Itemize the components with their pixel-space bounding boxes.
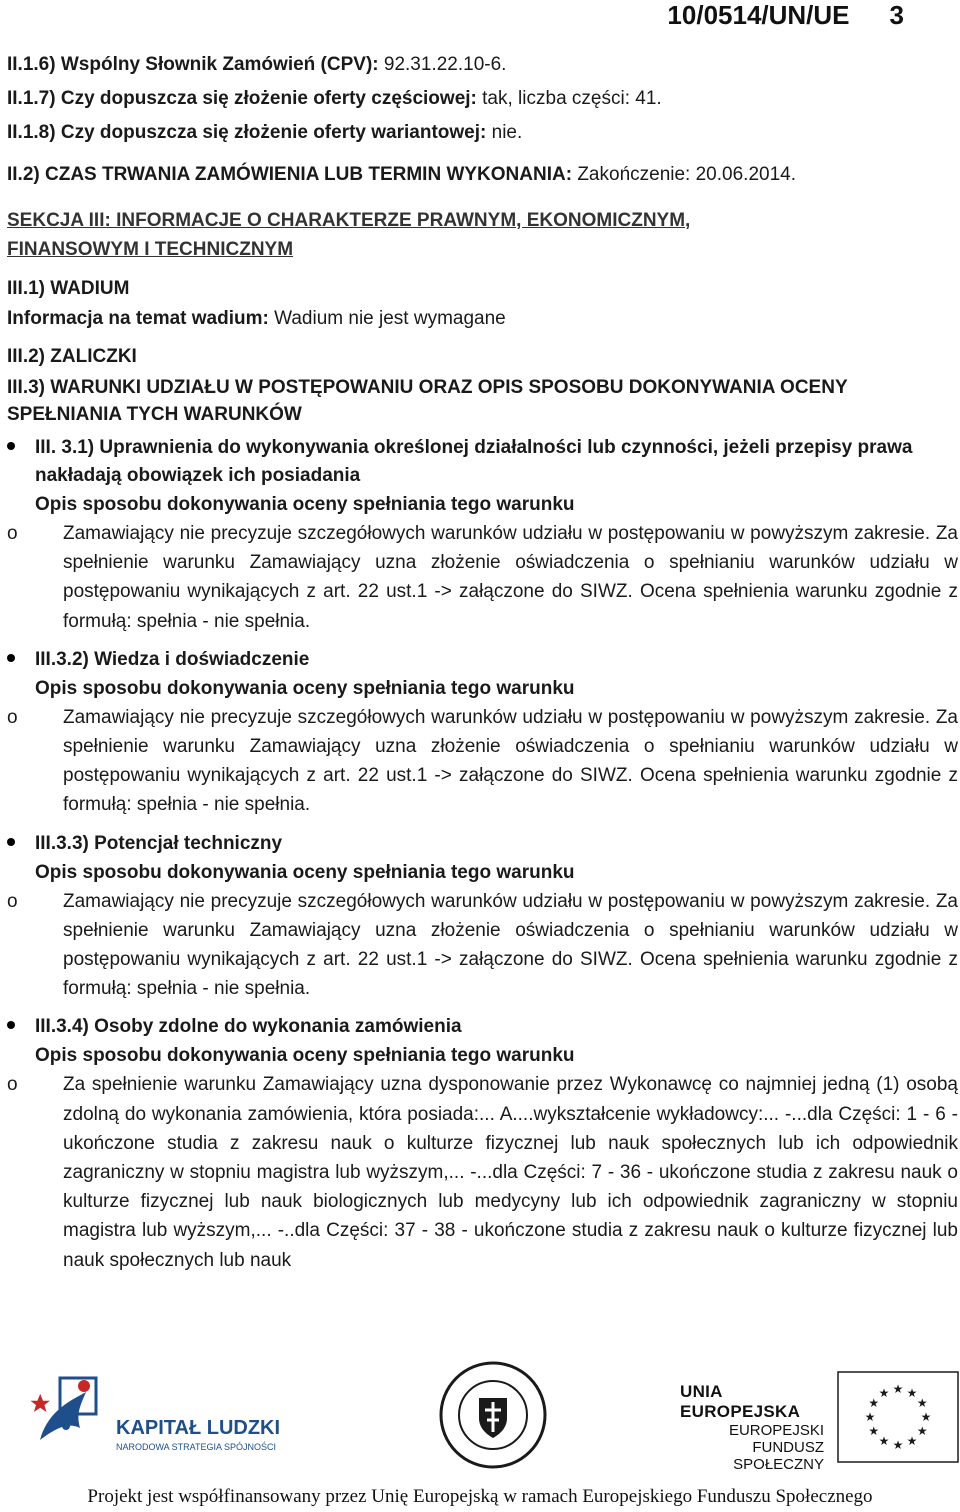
condition-item [7,1013,958,1274]
opis-label: Opis sposobu dokonywania oceny spełniania tego warunku [35,677,575,699]
variant-offer-label: II.1.8) Czy dopuszcza się złożenie oferty wariantowej: [7,122,487,143]
wadium-line [7,306,958,332]
eu-star-icon: ★ [868,1424,880,1438]
partial-offer-line [7,86,958,112]
footer-text: Projekt jest współfinansowany przez Unię Europejską w ramach Europejskiego Funduszu Społecznego [87,1486,873,1507]
ue-efs-label [680,1382,830,1473]
ue-line3: FUNDUSZ SPOŁECZNY [733,1439,824,1473]
condition-title: III.3.2) Wiedza i doświadczenie [35,648,310,670]
condition-title: III.3.3) Potencjał techniczny [35,832,283,854]
eu-star-icon: ★ [916,1396,928,1410]
eu-star-icon: ★ [878,1434,890,1449]
footer-logos [0,1360,960,1473]
eu-star-icon: ★ [916,1424,928,1438]
bullet-icon [7,838,15,846]
eu-star-icon: ★ [878,1385,890,1400]
cpv-value: 92.31.22.10-6. [383,54,507,75]
eu-star-icon: ★ [920,1410,932,1424]
cpv-line [7,52,958,78]
condition-text: Zamawiający nie precyzuje szczegółowych warunków udziału w postępowaniu w powyższym zakresie. Za spełnienie warunku Zamawiający uzna złożenie oświadczenia o spełnianiu warunków udziału w postępowaniu wynikających z art. 22 ust.1 -> załączone do SIWZ. Ocena spełnienia warunku zgodnie z formułą: spełnia - nie spełnia. [63,706,958,816]
condition-text: Za spełnienie warunku Zamawiający uzna dysponowanie przez Wykonawcę co najmniej jedną (1) osobą zdolną do wykonania zamówienia, która posiada:... A....wykształcenie wykładowcy:... -...dla Części: 1 - 6 - ukończone studia z zakresu nauk o kulturze fizycznej lub nauk społecznych lub ich odpowiednik zagraniczny w stopniu magistra lub wyższym,... -...dla Części: 7 - 36 - ukończone studia z zakresu nauk o kulturze fizycznej lub nauk biologicznych lub medycyny lub ich odpowiednik zagraniczny w stopniu magistra lub wyższym,... -..dla Części: 37 - 38 - ukończone studia z zakresu nauk o kulturze fizycznej lub nauk społecznych lub nauk [63,1074,958,1271]
variant-offer-value: nie. [491,122,523,143]
condition-description [7,703,958,820]
partial-offer-label: II.1.7) Czy dopuszcza się złożenie oferty częściowej: [7,88,477,109]
condition-title: III. 3.1) Uprawnienia do wykonywania określonej działalności lub czynności, jeżeli przepisy prawa nakładają obowiązek ich posiadania [35,437,913,486]
condition-text: Zamawiający nie precyzuje szczegółowych warunków udziału w postępowaniu w powyższym zakresie. Za spełnienie warunku Zamawiający uzna złożenie oświadczenia o spełnianiu warunków udziału w postępowaniu wynikających z art. 22 ust.1 -> załączone do SIWZ. Ocena spełnienia warunku zgodnie z formułą: spełnia - nie spełnia. [63,890,958,1000]
bullet-icon [7,1021,15,1029]
document-header [667,0,904,30]
condition-description [7,519,958,636]
condition-description [7,1070,958,1274]
section-title-line2: FINANSOWYM I TECHNICZNYM [7,239,294,260]
zaliczki-heading: III.2) ZALICZKI [7,346,137,367]
condition-item [7,646,958,820]
section-title-line1: SEKCJA III: INFORMACJE O CHARAKTERZE PRAWNYM, EKONOMICZNYM, [7,210,691,231]
condition-item [7,434,958,636]
sub-bullet-icon: o [7,890,18,912]
opis-label: Opis sposobu dokonywania oceny spełniania tego warunku [35,494,575,515]
warunki-heading: III.3) WARUNKI UDZIAŁU W POSTĘPOWANIU ORAZ OPIS SPOSOBU DOKONYWANIA OCENY SPEŁNIANIA TYCH WARUNKÓW [7,377,848,425]
wadium-value: Wadium nie jest wymagane [274,308,506,329]
document-id: 10/0514/UN/UE [667,0,850,30]
ue-line2: EUROPEJSKI [728,1422,824,1439]
kapital-ludzki-logo [22,1370,281,1460]
cpv-label: II.1.6) Wspólny Słownik Zamówień (CPV): [7,54,379,75]
eu-flag-icon [838,1372,958,1462]
wadium-heading: III.1) WADIUM [7,278,130,299]
eu-star-icon: ★ [868,1396,880,1410]
condition-description [7,887,958,1004]
bullet-icon [7,442,15,450]
duration-label: II.2) CZAS TRWANIA ZAMÓWIENIA LUB TERMIN WYKONANIA: [7,164,573,185]
bullet-icon [7,654,15,662]
page-number: 3 [889,0,904,30]
eu-star-icon: ★ [906,1434,918,1449]
kl-head-icon [78,1380,90,1392]
opis-label: Opis sposobu dokonywania oceny spełniania tego warunku [35,861,575,883]
opis-label: Opis sposobu dokonywania oceny spełniania tego warunku [35,1045,575,1067]
condition-text: Zamawiający nie precyzuje szczegółowych warunków udziału w postępowaniu w powyższym zakresie. Za spełnienie warunku Zamawiający uzna złożenie oświadczenia o spełnianiu warunków udziału w postępowaniu wynikających z art. 22 ust.1 -> załączone do SIWZ. Ocena spełnienia warunku zgodnie z formułą: spełnia - nie spełnia. [63,523,958,632]
eu-star-icon: ★ [892,1438,904,1452]
kl-title: KAPITAŁ LUDZKI [116,1417,281,1439]
section-title [7,206,958,264]
duration-value: Zakończenie: 20.06.2014. [577,164,796,185]
wadium-label: Informacja na temat wadium: [7,308,269,329]
ue-line1: UNIA EUROPEJSKA [680,1382,801,1421]
sub-bullet-icon: o [7,706,18,728]
kl-subtitle: NARODOWA STRATEGIA SPÓJNOŚCI [116,1442,277,1452]
partial-offer-value: tak, liczba części: 41. [482,88,662,109]
document-body [7,52,958,1275]
eu-star-icon: ★ [892,1382,904,1396]
condition-item [7,830,958,1004]
condition-title: III.3.4) Osoby zdolne do wykonania zamówienia [35,1016,462,1038]
eu-star-icon: ★ [906,1385,918,1400]
duration-line [7,162,958,188]
variant-offer-line [7,120,958,146]
kl-star-icon [30,1394,50,1412]
eu-star-icon: ★ [864,1410,876,1424]
awf-seal-logo [438,1360,548,1470]
sub-bullet-icon: o [7,1074,18,1096]
sub-bullet-icon: o [7,523,18,544]
